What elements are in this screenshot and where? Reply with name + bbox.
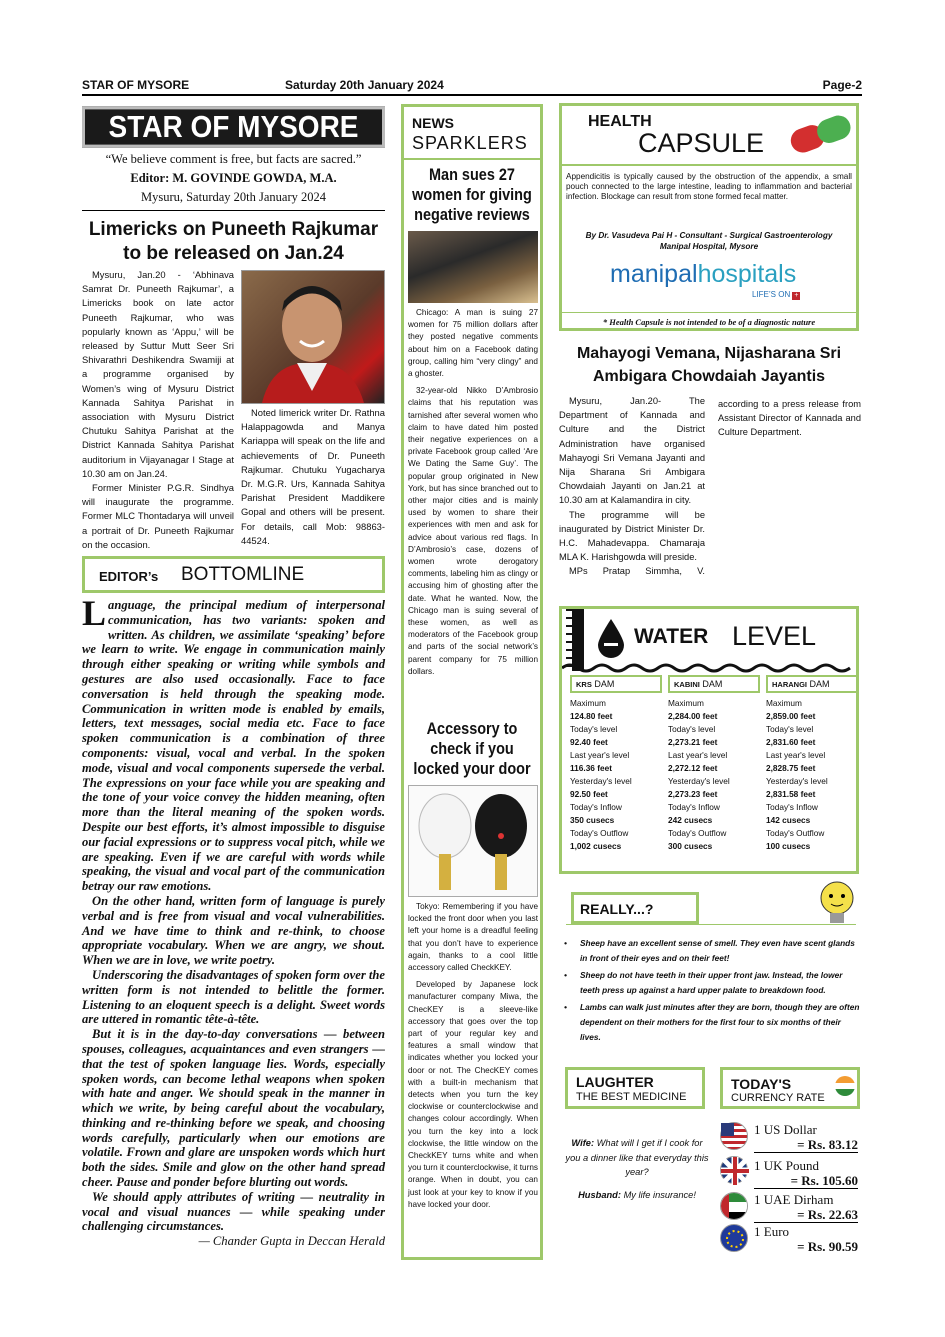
- logo-tag-text: LIFE’S ON: [752, 290, 791, 299]
- lead-para: Former Minister P.G.R. Sindhya will inaugurate the programme. Former MLC Thontadarya will unveil a portrait of Dr. Puneeth Rajkumar on the occasion.: [82, 482, 234, 550]
- health-byline: [566, 230, 852, 252]
- dam-suffix: DAM: [702, 679, 723, 689]
- dropcap: L: [82, 593, 107, 633]
- rate-name: 1 UK Pound: [754, 1158, 820, 1173]
- fact-text: Sheep do not have teeth in their upper front jaw. Instead, the lower teeth press up against a hard upper palate to breakdown food.: [580, 970, 843, 995]
- sparklers-label1: NEWS: [412, 115, 454, 131]
- dam-field-value: 2,831.58 feet: [766, 789, 816, 799]
- editorial-para: anguage, the principal medium of interpersonal communication, has two variants: spoken and written. As children, we assimilate ‘speaking’ before we learn to write. We engage in communication mainly through either speaking or writing while symbols and gestures are also used occasionally. Face to face conversation is held through the speaking mode. Communication in written mode is enabled by emails, letters, text messages, social media etc. Face to face spoken communication is a combination of three components: visual, vocal and verbal. In the spoken mode, visual and vocal components supersede the verbal. The expressions on your face while you are speaking and the tone of your voice convey the hidden meaning, often more than the literal meaning of the spoken words. Despite our best efforts, it’s almost impossible to disguise our facial expressions or to suppress vocal pitch, while we are speaking. Even if we are careful with words while speaking, the visual and vocal part of the communication betray our raw emotions.: [82, 598, 385, 894]
- fact-text: Lambs can walk just minutes after they are born, though they are often dependent on their mothers for the first four to six months of their lives.: [580, 1002, 860, 1042]
- byline-line1: By Dr. Vasudeva Pai H - Consultant - Surgical Gastroenterology: [585, 231, 833, 240]
- masthead-dateline: Mysuru, Saturday 20th January 2024: [140, 190, 327, 204]
- health-text: Appendicitis is typically caused by the obstruction of the appendix, a small pouch connected to the large intestine, leading to inflammation and bacterial infection. Blockage can result from stone formed fecal matter.: [566, 172, 852, 201]
- laughter-label1: LAUGHTER: [576, 1074, 654, 1090]
- divider: [562, 312, 856, 313]
- dam-field-value: 92.40 feet: [570, 737, 608, 747]
- dam-field-value: 142 cusecs: [766, 815, 811, 825]
- portrait-illustration: [242, 271, 384, 403]
- currency-label2: CURRENCY RATE: [731, 1092, 825, 1104]
- water-drop-icon: [596, 617, 626, 663]
- rate-row: [754, 1122, 858, 1153]
- jayanti-headline-line2: Ambigara Chowdaiah Jayantis: [592, 368, 826, 385]
- dam-field-label: Today's level: [570, 724, 618, 734]
- dam-name: KABINI: [674, 680, 700, 689]
- jayanti-para-continued: according to a press release from Assistant Director of Kannada and Culture Department.: [718, 398, 861, 438]
- dam-field-label: Last year's level: [668, 750, 728, 760]
- dam-column: [766, 675, 858, 853]
- editorial-label2: BOTTOMLINE: [181, 564, 305, 585]
- health-disclaimer: * Health Capsule is not intended to be of a diagnostic nature: [602, 317, 816, 327]
- dam-field-label: Yesterday's level: [668, 776, 730, 786]
- dam-header: [668, 675, 760, 693]
- lead-para: Mysuru, Jan.20 - ‘Abhinava Samrat Dr. Puneeth Rajkumar’, a Limericks book on late actor Puneeth Rajkumar, who was popularly known as ‘Appu,’ will be released by Suttur Mutt Seer Sri Shivarathri Deshikendra Swamiji at a programme organised by Women’s wing of Mysuru District Kannada Sahitya Parishat in association with Mysuru District Chutuku Sahitya Parishat at the District Kannada Sahitya Parishat auditorium in Vijayanagar I Stage at 10.30 am on Jan.24.: [82, 269, 234, 479]
- keys-illustration: [409, 786, 537, 896]
- story-para: Tokyo: Remembering if you have locked the front door when you last left your home is a dreadful feeling that you don’t have to experience again, thanks to a cool little accessory called CheckKEY.: [408, 902, 538, 973]
- lead-headline-line1: Limericks on Puneeth Rajkumar: [88, 219, 379, 240]
- lead-headline: [82, 218, 385, 266]
- story-para: Chicago: A man is suing 27 women for 75 million dollars after they posted negative comments about him on a Facebook dating group, calling him “very clingy” and a ghoster.: [408, 308, 538, 379]
- dam-field-label: Today's level: [766, 724, 814, 734]
- really-list: [564, 936, 860, 1045]
- logo-tagline: [752, 290, 800, 300]
- dam-header: [766, 675, 858, 693]
- story2-text: [408, 901, 538, 1211]
- rate-value: = Rs. 83.12: [754, 1137, 858, 1153]
- health-label1: HEALTH: [588, 113, 652, 130]
- laughter-header: [565, 1067, 705, 1109]
- bulb-icon: [812, 876, 862, 936]
- rate-value: = Rs. 90.59: [797, 1239, 858, 1254]
- rate-name: 1 UAE Dirham: [754, 1192, 834, 1207]
- editorial-label1: EDITOR’s: [99, 569, 159, 584]
- dam-field-label: Yesterday's level: [766, 776, 828, 786]
- dam-field-value: 2,831.60 feet: [766, 737, 816, 747]
- dam-field-value: 2,273.23 feet: [668, 789, 718, 799]
- puneeth-photo: [241, 270, 385, 404]
- health-label2: CAPSULE: [638, 128, 765, 158]
- us-flag-icon: [720, 1122, 748, 1150]
- jayanti-para: Mysuru, Jan.20- The Department of Kannada and Culture and the District Administration have organised Mahayogi Sri Vemana Jayanti and Nija Sharana Sri Ambigara Chowdaiah Jayanti on Jan.21 at 10.30 am at Kalamandira in city.: [559, 396, 705, 506]
- dam-field-value: 92.50 feet: [570, 789, 608, 799]
- editorial-para: But it is in the day-to-day conversations — between spouses, colleagues, acquaintances and even strangers — that the test of spoken language lies. Words, especially spoken words, can become lethal weapons when spoken with hate and anger. We should speak in the manner in which we write, by being careful about the vocabulary, thinking and re-thinking before we speak, and choosing words carefully, particularly when our emotions are volatile. Frown and glare are unspoken words which hurt both the sides. Smile and glow on the other hand spread cheer. Pause and ponder before blurting out words.: [82, 1027, 385, 1190]
- masthead-block: [82, 150, 385, 207]
- dam-header: [570, 675, 662, 693]
- fact-text: Sheep have an excellent sense of smell. They even have scent glands in front of their eyes and on their feet!: [580, 938, 855, 963]
- dam-suffix: DAM: [809, 679, 830, 689]
- dam-field-value: 350 cusecs: [570, 815, 615, 825]
- india-flag-icon: [835, 1076, 855, 1096]
- rate-row: [754, 1224, 858, 1254]
- story1-text: [408, 307, 538, 678]
- masthead-title: STAR OF MYSORE: [82, 106, 385, 148]
- logo-part-a: manipal: [610, 260, 698, 288]
- editorial-text: [82, 593, 385, 1249]
- dam-field-value: 242 cusecs: [668, 815, 713, 825]
- husband-label: Husband:: [578, 1189, 621, 1200]
- joke: [563, 1136, 711, 1202]
- page-header: [82, 78, 862, 96]
- dam-field-label: Today's Outflow: [766, 828, 825, 838]
- header-paper: STAR OF MYSORE: [82, 78, 190, 92]
- dam-field-value: 2,284.00 feet: [668, 711, 718, 721]
- dam-column: [570, 675, 662, 853]
- dam-field-value: 1,002 cusecs: [570, 841, 622, 851]
- lead-col2: [241, 406, 385, 548]
- rate-name: 1 US Dollar: [754, 1122, 817, 1137]
- jayanti-para-start: MPs Pratap Simmha, V.: [569, 566, 705, 577]
- dam-field-value: 2,273.21 feet: [668, 737, 718, 747]
- dam-field-label: Maximum: [766, 698, 802, 708]
- jayanti-para: The programme will be inaugurated by District Minister Dr. H.C. Mahadevappa. Chamaraja MLA K. Harishgowda will preside.: [559, 509, 705, 563]
- story-para: Developed by Japanese lock manufacturer company Miwa, the ChecKEY is a sleeve-like accessory that goes over the top part of your regular key and features a small window that indicates whether you locked your door or not. The ChecKEY comes with a built-in mechanism that detects when you turn the key clockwise or counterclockwise and changes colour accordingly. When you turn the key into a lock clockwise, the little window on the CheckKEY turns white and when you turn it counterclockwise, it turns orange. When in doubt, you can just look at your key to know if you have locked your door.: [408, 980, 538, 1209]
- dam-field-label: Today's Inflow: [668, 802, 720, 812]
- story2-photo: [408, 785, 538, 897]
- dam-field-label: Maximum: [570, 698, 606, 708]
- eu-flag-icon: [720, 1224, 748, 1252]
- dam-field-value: 116.36 feet: [570, 763, 612, 773]
- water-label2: LEVEL: [732, 621, 817, 651]
- lead-col1: [82, 268, 234, 552]
- dam-field-value: 124.80 feet: [570, 711, 613, 721]
- lead-headline-line2: to be released on Jan.24: [123, 243, 344, 264]
- divider: [82, 210, 385, 211]
- dam-field-label: Maximum: [668, 698, 704, 708]
- dam-name: KRS: [576, 680, 592, 689]
- dam-field-label: Last year's level: [570, 750, 630, 760]
- list-item: • Lambs can walk just minutes after they are born, though they are often dependent on their mothers for the first four to six months of their lives.: [564, 1000, 860, 1045]
- dam-field-value: 2,828.75 feet: [766, 763, 816, 773]
- jayanti-col1: [559, 394, 705, 578]
- husband-line: My life insurance!: [623, 1189, 696, 1200]
- plus-icon: +: [794, 292, 799, 299]
- rate-row: [754, 1158, 858, 1189]
- jayanti-headline-line1: Mahayogi Vemana, Nijasharana Sri: [576, 345, 842, 362]
- news-sparklers: [401, 104, 543, 1260]
- rate-value: = Rs. 22.63: [754, 1207, 858, 1223]
- sparklers-label2: SPARKLERS: [412, 133, 528, 153]
- rate-value: = Rs. 105.60: [754, 1173, 858, 1189]
- story2-headline: Accessory to check if you locked your door: [413, 719, 531, 778]
- lead-para: Noted limerick writer Dr. Rathna Halappagowda and Manya Kariappa will speak on the life and achievements of Dr. Puneeth Rajkumar. Chutuku Yugacharya Dr. M.G.R. Urs, Kannada Sahitya Parishat President Maddikere Gopal and others will be present. For details, call Mob: 98863-44524.: [241, 407, 385, 546]
- editorial-para: Underscoring the disadvantages of spoken form over the written form is not intended to belittle the former. Listening to an eloquent speech is a delight. Sweet words are uttered in romantic tête-à-tête.: [82, 967, 385, 1027]
- dam-field-label: Last year's level: [766, 750, 826, 760]
- list-item: • Sheep have an excellent sense of smell. They even have scent glands in front of their eyes and on their feet!: [564, 936, 860, 966]
- dam-field-value: 100 cusecs: [766, 841, 811, 851]
- water-level: [559, 606, 859, 874]
- masthead-editor: Editor: M. GOVINDE GOWDA, M.A.: [130, 171, 337, 185]
- uk-flag-icon: [720, 1156, 748, 1184]
- byline-line2: Manipal Hospital, Mysore: [659, 242, 759, 251]
- dam-field-label: Today's Inflow: [766, 802, 818, 812]
- dam-field-label: Today's Inflow: [570, 802, 622, 812]
- currency-label1: TODAY'S: [731, 1076, 792, 1092]
- really-label: REALLY...?: [580, 901, 654, 917]
- dam-field-label: Today's level: [668, 724, 716, 734]
- currency-list: [716, 1116, 862, 1256]
- divider: [562, 164, 856, 166]
- dam-field-value: 2,859.00 feet: [766, 711, 816, 721]
- dam-field-value: 300 cusecs: [668, 841, 713, 851]
- editorial-credit: — Chander Gupta in Deccan Herald: [198, 1234, 385, 1249]
- currency-header: [720, 1067, 860, 1109]
- health-capsule: [559, 103, 859, 331]
- dam-field-label: Yesterday's level: [570, 776, 632, 786]
- wife-label: Wife:: [571, 1138, 595, 1148]
- really-header: [571, 892, 699, 924]
- dam-name: HARANGI: [772, 680, 807, 689]
- dam-column: [668, 675, 760, 853]
- jayanti-col2: [718, 394, 861, 590]
- masthead-motto: “We believe comment is free, but facts are sacred.”: [105, 152, 362, 166]
- water-label1: WATER: [634, 625, 709, 648]
- laughter-label2: THE BEST MEDICINE: [576, 1091, 687, 1103]
- dam-field-label: Today's Outflow: [570, 828, 629, 838]
- dam-field-label: Today's Outflow: [668, 828, 727, 838]
- editorial-para: On the other hand, written form of language is purely verbal and is free from visual and vocal vulnerabilities. And we have time to think and re-think, to choose appropriate vocabulary. When we are angry, we shout. When we are in love, we write poetry.: [82, 893, 385, 968]
- header-date: Saturday 20th January 2024: [285, 78, 444, 92]
- uae-flag-icon: [720, 1192, 748, 1220]
- jayanti-headline: [559, 342, 859, 388]
- divider: [404, 158, 540, 160]
- logo-part-b: hospitals: [697, 260, 797, 288]
- dam-suffix: DAM: [594, 679, 615, 689]
- story1-photo: [408, 231, 538, 303]
- story1-headline: Man sues 27 women for giving negative reviews: [412, 165, 532, 224]
- header-page: Page-2: [822, 78, 862, 92]
- manipal-logo: [610, 260, 796, 289]
- rate-name: 1 Euro: [754, 1224, 790, 1239]
- wife-line: What will I get if I cook for you a dinner like that everyday this year?: [565, 1138, 709, 1177]
- dam-field-value: 2,272.12 feet: [668, 763, 718, 773]
- list-item: • Sheep do not have teeth in their upper front jaw. Instead, the lower teeth press up against a hard upper palate to breakdown food.: [564, 968, 860, 998]
- editorial-para: We should apply attributes of writing — neutrality in vocal and visual nuances — while speaking under challenging circumstances.: [82, 1189, 385, 1234]
- pill-icon: [782, 110, 860, 164]
- story-para: 32-year-old Nikko D’Ambrosio claims that his reputation was tarnished after several women who claim to have dated him posted their negative experiences on a private Facebook group called ‘Are We Dating the Same Guy’. The popular group originated in New York, but has since branched out to other major cities and is mainly used by women to share their experiences with men and ask for advice about various red flags. In D’Ambrosio’s case, dozens of women wrote derogatory comments, labeling him as clingy or accusing him of ghosting after the date. What he wanted. Now, the Chicago man is suing several of these women, as well as moderators of the Facebook group and parts of the social network’s parent company for 75 million dollars.: [408, 386, 538, 676]
- editorial-header: [82, 556, 385, 593]
- rate-row: [754, 1192, 858, 1223]
